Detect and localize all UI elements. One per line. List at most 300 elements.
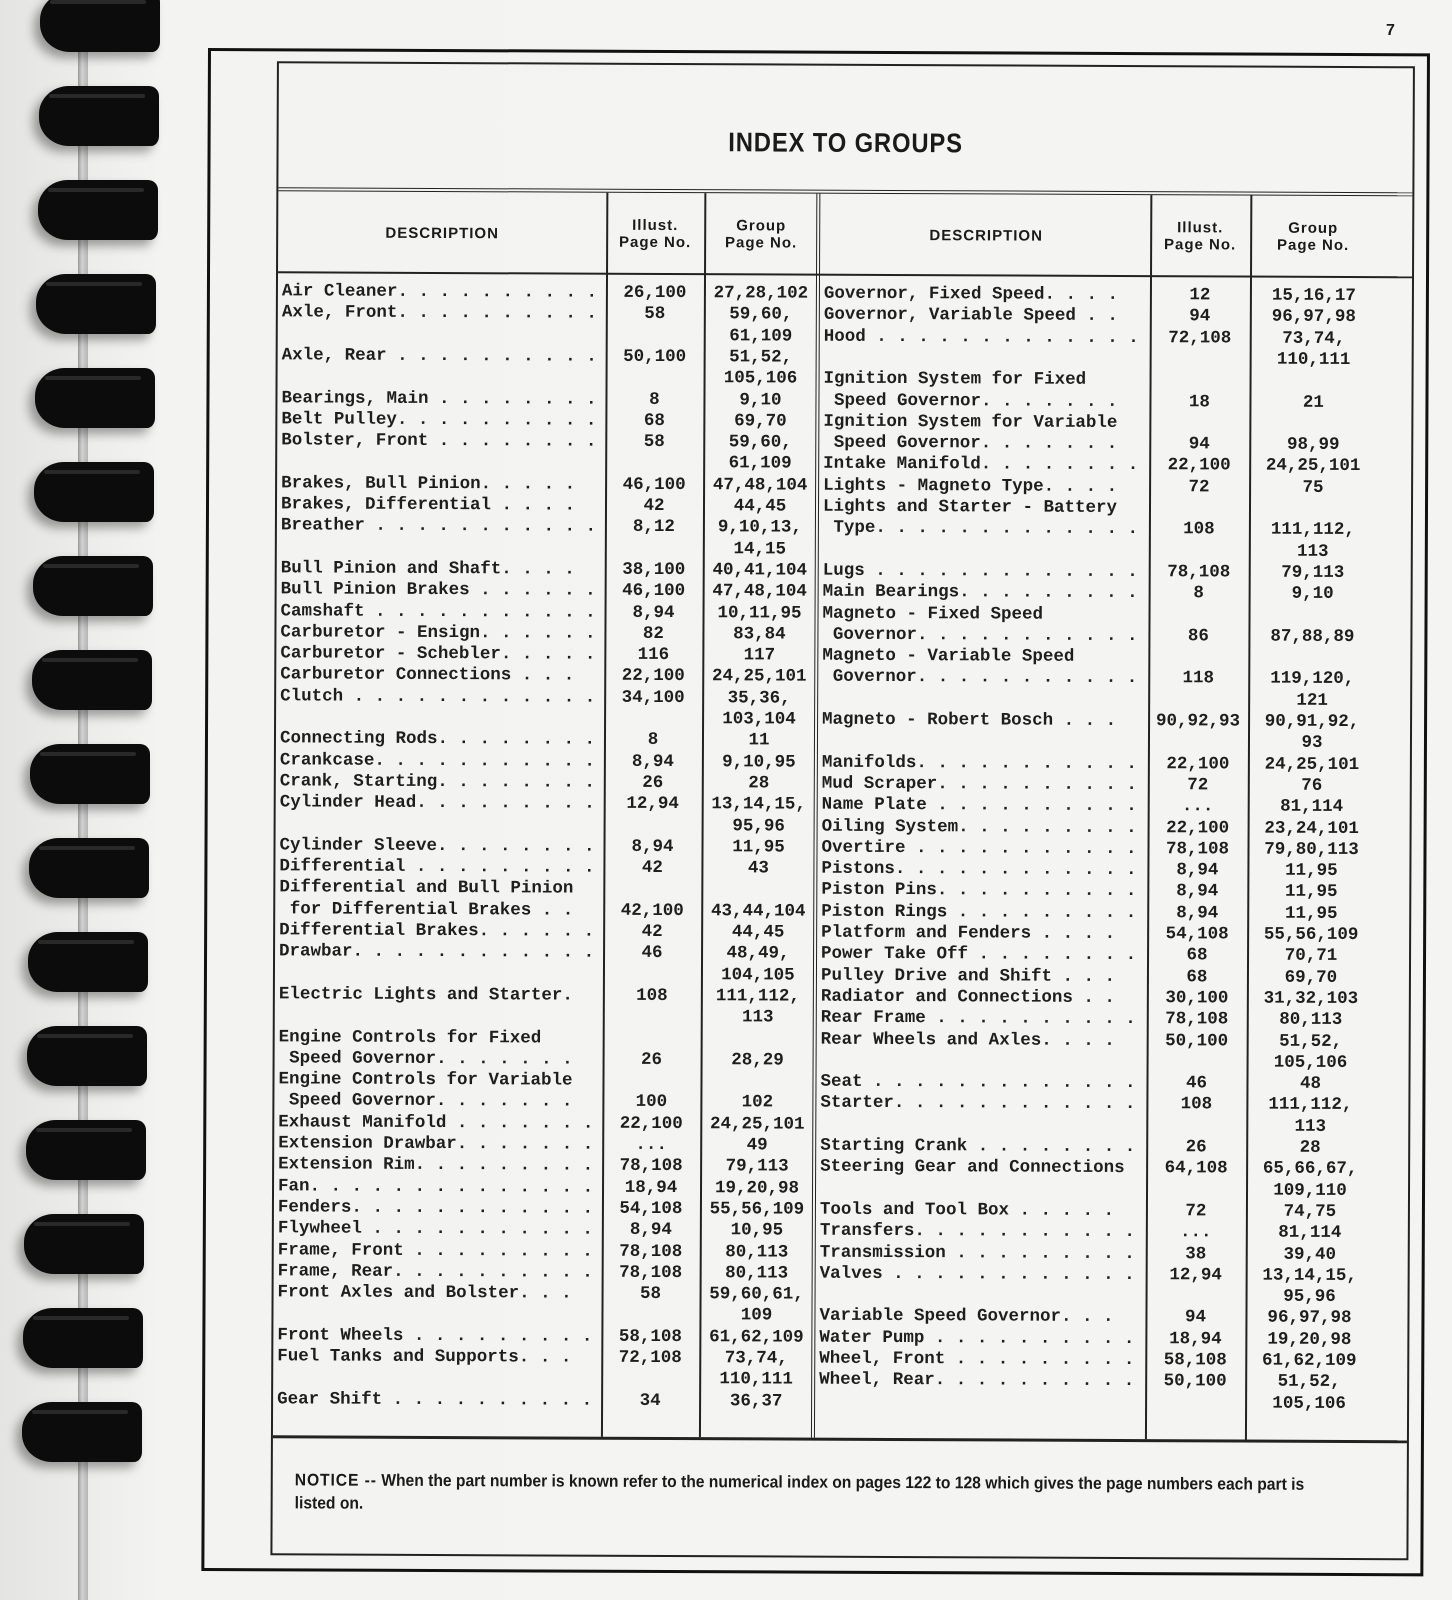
- entry-description: Engine Controls for Variable: [278, 1069, 573, 1091]
- header-illust-line2: Page No.: [619, 233, 692, 252]
- binding-ring: [39, 86, 159, 146]
- entry-group-page: 117: [743, 645, 776, 666]
- entry-illust-page: 8,94: [1176, 881, 1219, 902]
- entry-description: Lugs . . . . . . . . . . . . .: [822, 560, 1138, 582]
- entry-group-page: 95,96: [1283, 1286, 1336, 1308]
- entry-illust-page: 8,94: [632, 602, 675, 623]
- entry-group-page: 11,95: [1285, 860, 1338, 882]
- entry-group-page: 44,45: [731, 922, 785, 943]
- entry-group-page: 80,113: [1279, 1009, 1343, 1031]
- entry-description: Camshaft . . . . . . . . . . .: [280, 600, 596, 623]
- entry-description: Valves . . . . . . . . . . . .: [819, 1263, 1135, 1285]
- entry-description: Carburetor Connections . . .: [280, 664, 575, 686]
- entry-illust-page: 90,92,93: [1156, 711, 1241, 732]
- entry-illust-page: 72,108: [1168, 327, 1232, 349]
- entry-group-page: 81,114: [1278, 1222, 1342, 1244]
- entry-description: Ignition System for Variable: [823, 411, 1118, 433]
- entry-group-page: 11: [748, 730, 770, 751]
- entry-group-page: 10,95: [730, 1220, 784, 1241]
- binding-ring: [32, 650, 152, 710]
- entry-illust-page: 8,94: [1176, 902, 1219, 924]
- entry-description: Starting Crank . . . . . . . .: [820, 1135, 1136, 1158]
- title-area: [278, 63, 1413, 196]
- entry-description: Radiator and Connections . .: [820, 986, 1115, 1008]
- entry-group-page: 70,71: [1284, 946, 1338, 967]
- entry-group-page: 105,106: [1272, 1393, 1346, 1414]
- entry-illust-page: 108: [1183, 519, 1215, 540]
- entry-group-page: 47,48,104: [712, 474, 808, 496]
- entry-description: Exhaust Manifold . . . . . . .: [278, 1112, 594, 1134]
- entry-description: Type. . . . . . . . . . . . .: [822, 517, 1139, 540]
- entry-description: Fuel Tanks and Supports. . .: [277, 1346, 572, 1368]
- entry-illust-page: 94: [1188, 434, 1210, 455]
- entry-group-page: 80,113: [725, 1263, 789, 1284]
- index-table: [270, 61, 1415, 1560]
- entry-group-page: 65,66,67,: [1262, 1158, 1358, 1180]
- entry-illust-page: 42: [641, 921, 663, 942]
- table-header: [278, 191, 1412, 278]
- entry-illust-page: 78,108: [619, 1241, 683, 1262]
- entry-group-page: 98,99: [1286, 434, 1340, 456]
- entry-description: Bolster, Front . . . . . . . .: [281, 430, 597, 452]
- entry-group-page: 36,37: [729, 1390, 783, 1412]
- entry-description: Electric Lights and Starter.: [278, 984, 573, 1006]
- entry-illust-page: 12,94: [1169, 1265, 1222, 1286]
- entry-illust-page: 108: [636, 985, 668, 1006]
- entry-group-page: 24,25,101: [710, 1113, 805, 1135]
- entry-illust-page: 22,100: [1167, 455, 1231, 476]
- entry-illust-page: 26: [642, 772, 664, 793]
- entry-illust-page: 22,100: [621, 666, 685, 687]
- notice-area: [272, 1435, 1407, 1558]
- entry-illust-page: 38,100: [622, 559, 686, 580]
- entry-description: Magneto - Fixed Speed: [822, 603, 1044, 625]
- entry-group-page: 95,96: [732, 815, 785, 837]
- entry-description: Mud Scraper. . . . . . . . . .: [821, 773, 1137, 795]
- header-illust-line2: Page No.: [1164, 236, 1237, 254]
- entry-description: Power Take Off . . . . . . . .: [821, 943, 1137, 966]
- entry-group-page: 121: [1296, 690, 1328, 711]
- entry-illust-page: 68: [1186, 945, 1208, 966]
- entry-group-page: 23,24,101: [1264, 818, 1359, 839]
- entry-illust-page: 22,100: [1166, 753, 1230, 775]
- entry-description: Hood . . . . . . . . . . . . .: [823, 326, 1139, 348]
- entry-group-page: 119,120,: [1270, 669, 1355, 690]
- entry-group-page: 113: [1297, 541, 1329, 562]
- entry-illust-page: ...: [1181, 796, 1214, 817]
- entry-group-page: 31,32,103: [1263, 988, 1359, 1009]
- entry-description: Axle, Rear . . . . . . . . . .: [281, 345, 597, 367]
- header-description-left: DESCRIPTION: [385, 224, 499, 242]
- entry-description: Ignition System for Fixed: [823, 368, 1087, 391]
- entry-description: Overtire . . . . . . . . . . .: [821, 837, 1137, 859]
- entry-group-page: 109,110: [1273, 1180, 1347, 1201]
- entry-illust-page: 18,94: [624, 1177, 678, 1198]
- entry-group-page: 9,10: [1291, 583, 1334, 605]
- entry-description: Carburetor - Ensign. . . . . .: [280, 622, 596, 644]
- entry-illust-page: 46,100: [622, 474, 686, 495]
- entry-description: Steering Gear and Connections: [820, 1156, 1125, 1179]
- entry-group-page: 76: [1301, 775, 1323, 796]
- entry-illust-page: 26: [641, 1049, 663, 1070]
- entry-illust-page: 50,100: [1163, 1371, 1227, 1392]
- entry-description: Wheel, Rear. . . . . . . . . .: [819, 1369, 1135, 1392]
- entry-illust-page: 46,100: [622, 580, 686, 602]
- entry-illust-page: 58,108: [1163, 1350, 1227, 1371]
- entry-description: Front Axles and Bolster. . .: [277, 1282, 572, 1304]
- entry-description: Magneto - Variable Speed: [822, 645, 1075, 667]
- entry-group-page: 48,49,: [726, 943, 790, 964]
- entry-description: Pulley Drive and Shift . . .: [820, 965, 1116, 987]
- entry-description: Connecting Rods. . . . . . . .: [279, 728, 596, 750]
- entry-description: Manifolds. . . . . . . . . . .: [821, 752, 1137, 774]
- entry-illust-page: 8,94: [631, 751, 674, 772]
- entry-description: Governor, Fixed Speed. . . .: [823, 283, 1119, 305]
- entry-illust-page: 38: [1185, 1243, 1207, 1264]
- entry-group-page: 49: [746, 1135, 768, 1156]
- entry-group-page: 11,95: [1285, 882, 1338, 903]
- entry-illust-page: 46: [641, 943, 663, 964]
- entry-illust-page: 72: [1187, 775, 1209, 796]
- entry-group-page: 111,112,: [1270, 519, 1355, 541]
- entry-description: Differential and Bull Pinion: [279, 877, 574, 899]
- entry-description: Breather . . . . . . . . . . .: [280, 515, 597, 537]
- entry-group-page: 102: [741, 1092, 774, 1113]
- header-illust-line1: Illust.: [1177, 219, 1224, 237]
- entry-group-page: 44,45: [733, 496, 787, 517]
- entry-illust-page: 72: [1185, 1201, 1207, 1222]
- entry-description: Clutch . . . . . . . . . . . .: [280, 686, 596, 708]
- header-illust-right: [1150, 195, 1250, 277]
- entry-illust-page: 68: [643, 410, 665, 431]
- entry-description: Frame, Rear. . . . . . . . . .: [277, 1261, 593, 1283]
- entry-group-page: 55,56,109: [1263, 924, 1359, 946]
- entry-group-page: 111,112,: [715, 986, 800, 1007]
- entry-description: Brakes, Bull Pinion. . . . .: [281, 473, 576, 495]
- entry-description: Transmission . . . . . . . . .: [819, 1242, 1135, 1264]
- entry-illust-page: 8,94: [1176, 860, 1219, 881]
- entry-illust-page: 58: [640, 1283, 662, 1305]
- entry-group-page: 15,16,17: [1271, 285, 1356, 307]
- entry-description: Seat . . . . . . . . . . . . .: [820, 1071, 1136, 1094]
- entry-group-page: 73,74,: [1282, 328, 1346, 349]
- entry-group-page: 51,52,: [1277, 1371, 1341, 1393]
- entry-group-page: 13,14,15,: [1262, 1265, 1357, 1286]
- entry-illust-page: 30,100: [1165, 988, 1229, 1009]
- entry-illust-page: 8,94: [631, 836, 674, 857]
- entry-group-page: 59,60,: [728, 432, 792, 453]
- entry-group-page: 27,28,102: [713, 283, 809, 304]
- entry-illust-page: 8: [647, 730, 659, 751]
- index-table-frame: [201, 48, 1430, 1576]
- entry-description: Differential . . . . . . . . .: [279, 856, 595, 878]
- entry-group-page: 9,10: [739, 389, 782, 411]
- entry-group-page: 73,74,: [724, 1348, 788, 1369]
- entry-group-page: 87,88,89: [1270, 626, 1355, 647]
- entry-group-page: 79,80,113: [1264, 839, 1359, 860]
- entry-illust-page: 78,108: [619, 1156, 683, 1177]
- entry-group-page: 11,95: [732, 837, 785, 858]
- entry-description: Platform and Fenders . . . .: [821, 922, 1116, 944]
- entry-group-page: 103,104: [722, 709, 796, 730]
- entry-group-page: 61,109: [729, 325, 793, 347]
- table-body: [277, 281, 1412, 1414]
- spiral-binding: [0, 0, 160, 1600]
- entry-illust-page: 18,94: [1169, 1328, 1222, 1350]
- entry-description: Fan. . . . . . . . . . . . . .: [277, 1175, 594, 1198]
- entry-group-page: 105,106: [1273, 1052, 1348, 1073]
- entry-illust-page: 72,108: [618, 1347, 682, 1369]
- entry-illust-page: 12,94: [626, 794, 679, 815]
- header-description-right: DESCRIPTION: [929, 226, 1043, 245]
- header-group-line1: Group: [1288, 219, 1339, 237]
- entry-description: Differential Brakes. . . . . .: [279, 920, 595, 942]
- header-group-line2: Page No.: [1277, 236, 1350, 254]
- entry-description: Main Bearings. . . . . . . . .: [822, 581, 1138, 604]
- entry-group-page: 10,11,95: [717, 602, 802, 624]
- entry-group-page: 90,91,92,: [1264, 711, 1360, 733]
- entry-description: Brakes, Differential . . . .: [280, 494, 576, 516]
- entry-description: Carburetor - Schebler. . . . .: [280, 643, 596, 665]
- entry-description: Oiling System. . . . . . . . .: [821, 816, 1137, 838]
- entry-illust-page: 78,108: [1167, 562, 1231, 583]
- entry-group-page: 110,111: [719, 1369, 793, 1390]
- binding-ring: [23, 1308, 143, 1368]
- binding-ring: [28, 932, 148, 992]
- entry-description: Variable Speed Governor. . .: [819, 1306, 1114, 1328]
- header-group-right: [1250, 196, 1376, 279]
- entry-illust-page: 8: [1193, 583, 1204, 604]
- entry-illust-page: 100: [635, 1092, 668, 1113]
- entry-group-page: 43: [747, 858, 769, 879]
- entry-description: Wheel, Front . . . . . . . . .: [819, 1348, 1135, 1371]
- entry-illust-page: 118: [1182, 668, 1215, 689]
- entry-illust-page: 46: [1185, 1073, 1208, 1094]
- binding-ring: [27, 1026, 147, 1086]
- header-group-line2: Page No.: [725, 234, 798, 252]
- entry-group-page: 61,62,109: [709, 1326, 804, 1348]
- entry-group-page: 19,20,98: [1267, 1329, 1352, 1350]
- entry-illust-page: 42: [643, 495, 665, 516]
- entry-group-page: 83,84: [733, 624, 786, 645]
- entry-illust-page: 72: [1188, 476, 1210, 498]
- entry-description: Governor. . . . . . . . . . .: [822, 667, 1138, 689]
- binding-ring: [34, 462, 154, 522]
- binding-ring: [36, 274, 156, 334]
- entry-illust-page: ...: [635, 1134, 668, 1156]
- entry-group-page: 19,20,98: [714, 1177, 800, 1199]
- entry-group-page: 35,36,: [727, 687, 791, 709]
- entry-group-page: 28,29: [731, 1050, 784, 1071]
- entry-group-page: 9,10,95: [722, 751, 796, 773]
- entry-description: Fenders. . . . . . . . . . . .: [277, 1197, 594, 1219]
- entry-description: Pistons. . . . . . . . . . . .: [821, 858, 1137, 881]
- entry-group-page: 24,25,101: [711, 666, 807, 688]
- entry-group-page: 69,70: [1284, 967, 1338, 988]
- entry-description: Water Pump . . . . . . . . . .: [819, 1327, 1135, 1349]
- entry-illust-page: 26,100: [623, 282, 687, 304]
- entry-illust-page: 18: [1188, 391, 1211, 412]
- entry-description: Cylinder Sleeve. . . . . . . .: [279, 835, 595, 857]
- entry-description: Engine Controls for Fixed: [278, 1026, 542, 1048]
- entry-group-page: 109: [740, 1305, 773, 1326]
- entry-illust-page: 94: [1184, 1307, 1207, 1328]
- binding-ring: [24, 1214, 144, 1274]
- entry-group-page: 28: [1299, 1137, 1321, 1158]
- entry-description: Transfers. . . . . . . . . . .: [819, 1220, 1135, 1243]
- entry-description: Rear Frame . . . . . . . . . .: [820, 1007, 1136, 1030]
- entry-group-page: 11,95: [1284, 903, 1338, 924]
- entry-illust-page: 78,108: [1165, 1009, 1229, 1030]
- binding-ring: [35, 368, 155, 428]
- entry-group-page: 80,113: [725, 1241, 789, 1263]
- binding-ring: [29, 838, 149, 898]
- entry-illust-page: 22,100: [619, 1113, 683, 1134]
- entry-description: Cylinder Head. . . . . . . . .: [279, 792, 595, 814]
- entry-illust-page: 58: [643, 431, 665, 453]
- entry-group-page: 104,105: [721, 964, 795, 986]
- entry-illust-page: 54,108: [619, 1198, 683, 1219]
- entry-group-page: 75: [1302, 477, 1324, 498]
- header-illust-line1: Illust.: [632, 216, 679, 235]
- entry-group-page: 105,106: [723, 368, 798, 389]
- entry-description: Gear Shift . . . . . . . . . .: [277, 1388, 593, 1411]
- entry-illust-page: 108: [1180, 1094, 1213, 1115]
- entry-description: for Differential Brakes . .: [279, 899, 574, 921]
- entry-illust-page: 50,100: [623, 346, 687, 367]
- entry-group-page: 111,112,: [1268, 1095, 1353, 1116]
- entry-description: Name Plate . . . . . . . . . .: [821, 794, 1137, 817]
- entry-illust-page: 94: [1189, 306, 1211, 327]
- entry-group-page: 79,113: [725, 1156, 789, 1177]
- entry-group-page: 55,56,109: [709, 1199, 805, 1220]
- entry-group-page: 79,113: [1281, 562, 1345, 583]
- binding-ring: [38, 180, 158, 240]
- binding-ring: [40, 0, 160, 52]
- entry-description: Frame, Front . . . . . . . . .: [277, 1239, 593, 1262]
- binding-ring: [22, 1402, 142, 1462]
- entry-description: Front Wheels . . . . . . . . .: [277, 1325, 593, 1347]
- binding-ring: [26, 1120, 146, 1180]
- entry-description: Rear Wheels and Axles. . . .: [820, 1029, 1115, 1051]
- entry-description: Drawbar. . . . . . . . . . . .: [279, 941, 595, 963]
- entry-illust-page: 50,100: [1165, 1030, 1229, 1051]
- entry-illust-page: 58: [644, 304, 666, 325]
- entry-description: Speed Governor. . . . . . .: [823, 432, 1118, 455]
- entry-illust-page: 34: [639, 1390, 661, 1411]
- entry-illust-page: 22,100: [1166, 817, 1230, 838]
- entry-description: Crankcase. . . . . . . . . . .: [279, 749, 595, 772]
- entry-group-page: 28: [748, 773, 770, 794]
- entry-description: Governor, Variable Speed . .: [823, 304, 1118, 327]
- entry-group-page: 59,60,61,: [709, 1284, 804, 1305]
- entry-group-page: 51,52,: [729, 347, 793, 368]
- entry-illust-page: 64,108: [1164, 1158, 1228, 1179]
- entry-illust-page: 42,100: [620, 900, 684, 921]
- entry-group-page: 69,70: [734, 411, 787, 432]
- header-group-line1: Group: [736, 217, 787, 235]
- entry-description: Lights - Magneto Type. . . .: [823, 475, 1118, 497]
- entry-group-page: 59,60,: [729, 304, 793, 325]
- entry-group-page: 96,97,98: [1267, 1308, 1352, 1329]
- entry-group-page: 48: [1299, 1073, 1322, 1094]
- entry-description: Extension Drawbar. . . . . . .: [278, 1133, 594, 1155]
- entry-group-page: 113: [741, 1007, 774, 1028]
- entry-description: Axle, Front. . . . . . . . . .: [281, 302, 597, 324]
- entry-illust-page: 86: [1187, 626, 1209, 647]
- entry-illust-page: 42: [641, 857, 663, 879]
- entry-description: Tools and Tool Box . . . . .: [819, 1199, 1115, 1221]
- entry-illust-page: 34,100: [621, 687, 685, 708]
- entry-group-page: 24,25,101: [1265, 456, 1361, 477]
- entry-group-page: 9,10,13,: [717, 517, 802, 538]
- entry-description: Speed Governor. . . . . . .: [823, 390, 1118, 412]
- entry-description: Bull Pinion Brakes . . . . . .: [280, 579, 596, 601]
- binding-ring: [33, 556, 153, 616]
- entry-group-page: 14,15: [733, 538, 787, 560]
- entry-group-page: 51,52,: [1279, 1031, 1343, 1052]
- header-illust-left: [606, 193, 704, 275]
- entry-group-page: 113: [1294, 1116, 1327, 1137]
- entry-group-page: 61,62,109: [1261, 1350, 1357, 1372]
- entry-description: Bearings, Main . . . . . . . .: [281, 387, 597, 410]
- entry-illust-page: 8: [649, 389, 660, 410]
- entry-description: Piston Pins. . . . . . . . . .: [821, 880, 1137, 902]
- entry-group-page: 43,44,104: [710, 900, 806, 922]
- entry-description: Starter. . . . . . . . . . . .: [820, 1093, 1136, 1115]
- entry-group-page: 61,109: [728, 453, 792, 474]
- entry-group-page: 13,14,15,: [711, 794, 806, 815]
- notice-text: [295, 1468, 1307, 1518]
- page-title: INDEX TO GROUPS: [728, 127, 963, 159]
- entry-description: Intake Manifold. . . . . . . .: [823, 454, 1139, 476]
- entry-group-page: 47,48,104: [712, 581, 807, 602]
- entry-group-page: 21: [1302, 392, 1325, 413]
- entry-group-page: 74,75: [1283, 1201, 1337, 1222]
- entry-group-page: 39,40: [1283, 1244, 1337, 1265]
- entry-description: Bull Pinion and Shaft. . . .: [280, 558, 575, 580]
- entry-illust-page: 54,108: [1165, 924, 1229, 945]
- entry-illust-page: 78,108: [619, 1262, 683, 1283]
- entry-illust-page: 78,108: [1165, 838, 1230, 860]
- entry-description: Lights and Starter - Battery: [822, 496, 1118, 518]
- entry-illust-page: 26: [1185, 1137, 1207, 1158]
- entry-illust-page: 82: [642, 623, 664, 644]
- entry-description: Governor. . . . . . . . . . .: [822, 624, 1138, 646]
- entry-description: Speed Governor. . . . . . .: [278, 1090, 573, 1112]
- entry-group-page: 40,41,104: [712, 560, 808, 581]
- notice-body: When the part number is known refer to the numerical index on pages 122 to 128 which gives the page numbers each part is listed on.: [294, 1470, 1305, 1513]
- entry-description: Flywheel . . . . . . . . . . .: [277, 1218, 593, 1240]
- entry-illust-page: 8,12: [632, 517, 675, 538]
- entry-group-page: 81,114: [1280, 796, 1344, 818]
- page-number: 7: [1386, 22, 1395, 39]
- entry-illust-page: 68: [1186, 966, 1208, 987]
- entry-group-page: 93: [1301, 733, 1323, 754]
- entry-group-page: 96,97,98: [1271, 306, 1356, 328]
- entry-description: Crank, Starting. . . . . . . .: [279, 771, 595, 793]
- entry-illust-page: 58,108: [618, 1326, 682, 1347]
- entry-description: Speed Governor. . . . . . .: [278, 1048, 573, 1070]
- notice-label: NOTICE --: [294, 1470, 377, 1490]
- entry-group-page: 110,111: [1276, 349, 1351, 370]
- entry-group-page: 24,25,101: [1264, 754, 1360, 775]
- entry-illust-page: ...: [1180, 1222, 1212, 1243]
- entry-description: Air Cleaner. . . . . . . . . .: [281, 281, 598, 303]
- entry-illust-page: 12: [1189, 285, 1211, 306]
- entry-illust-page: 8,94: [629, 1220, 672, 1241]
- entry-description: Extension Rim. . . . . . . . .: [278, 1154, 594, 1176]
